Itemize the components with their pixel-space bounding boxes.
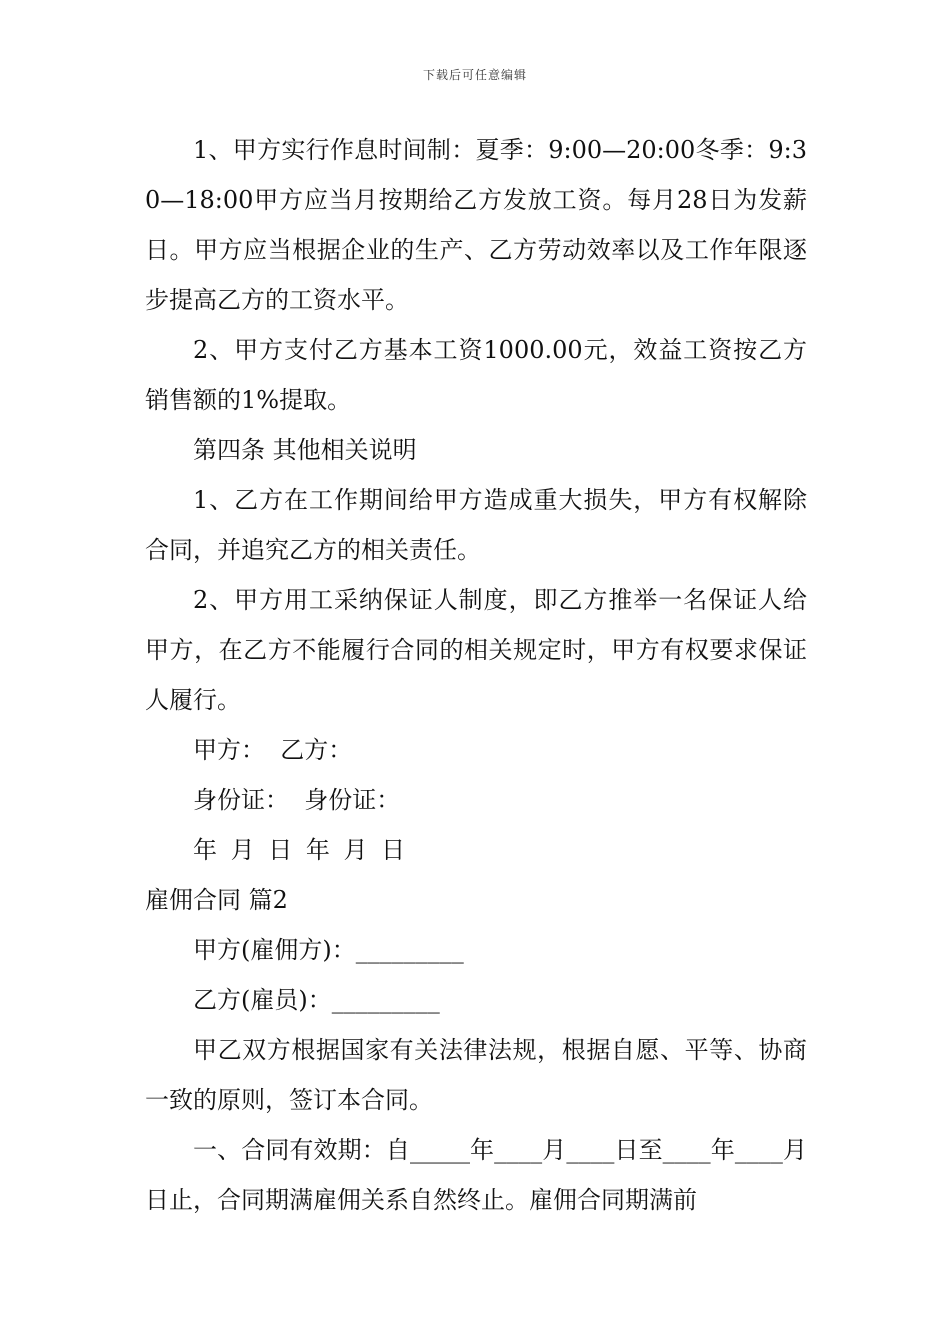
paragraph-guarantor: 2、甲方用工采纳保证人制度，即乙方推举一名保证人给甲方，在乙方不能履行合同的相关规定时，甲方有权要求保证人履行。 bbox=[145, 586, 807, 714]
party-b-employee-line: 乙方(雇员)：_________ bbox=[193, 986, 440, 1014]
paragraph-damage-liability: 1、乙方在工作期间给甲方造成重大损失，甲方有权解除合同，并追究乙方的相关责任。 bbox=[145, 486, 807, 564]
document-body bbox=[145, 125, 807, 1225]
contract-title-part-2: 雇佣合同 篇2 bbox=[145, 886, 288, 914]
signature-parties-line: 甲方： 乙方： bbox=[193, 736, 353, 764]
paragraph-agreement-basis: 甲乙双方根据国家有关法律法规，根据自愿、平等、协商一致的原则，签订本合同。 bbox=[145, 1036, 807, 1114]
paragraph-contract-term: 一、合同有效期：自_____年____月____日至____年____月日止，合同期满雇佣关系自然终止。雇佣合同期满前 bbox=[145, 1136, 807, 1214]
signature-date-line: 年 月 日 年 月 日 bbox=[193, 836, 406, 864]
paragraph-base-salary: 2、甲方支付乙方基本工资1000.00元，效益工资按乙方销售额的1%提取。 bbox=[145, 336, 807, 414]
party-a-employer-line: 甲方(雇佣方)：_________ bbox=[193, 936, 464, 964]
header-note: 下载后可任意编辑 bbox=[422, 68, 527, 82]
section-heading-article-4: 第四条 其他相关说明 bbox=[193, 436, 417, 464]
signature-id-line: 身份证： 身份证： bbox=[193, 786, 401, 814]
paragraph-work-hours: 1、甲方实行作息时间制：夏季：9:00—20:00冬季：9:30—18:00甲方应当月按期给乙方发放工资。每月28日为发薪日。甲方应当根据企业的生产、乙方劳动效率以及工作年限逐步提高乙方的工资水平。 bbox=[145, 136, 807, 314]
